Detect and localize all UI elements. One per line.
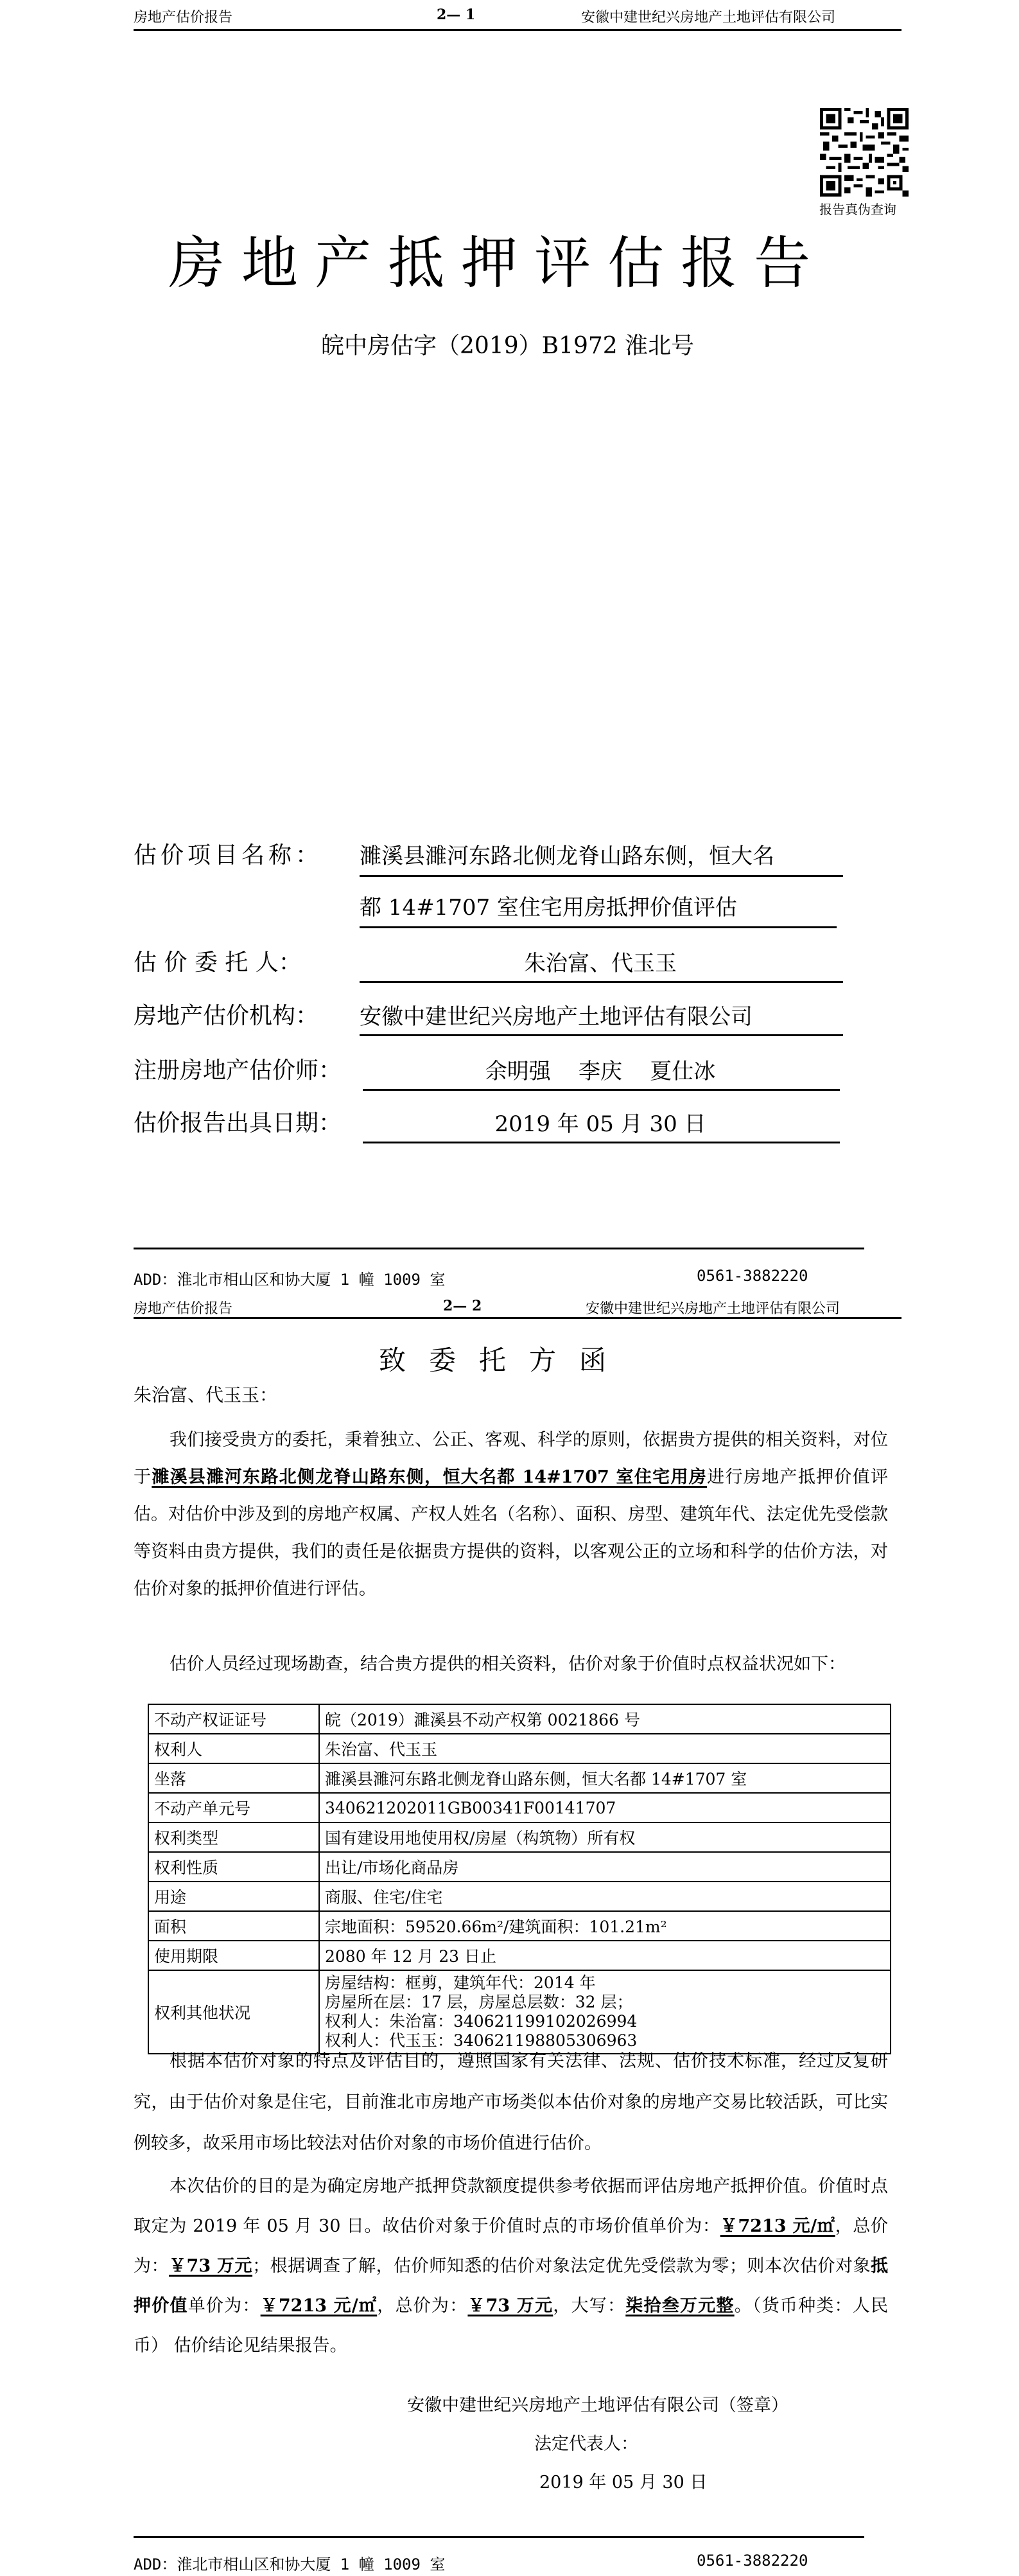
field-value-issue-date: 2019 年 05 月 30 日 xyxy=(494,1111,706,1137)
table-value: 国有建设用地使用权/房屋（构筑物）所有权 xyxy=(319,1822,891,1852)
field-label-client: 估 价 委 托 人： xyxy=(134,949,302,976)
header-page-number: 2— 2 xyxy=(443,1298,482,1314)
amount-in-words: 柒拾叁万元整 xyxy=(625,2296,735,2316)
conclusion-paragraph xyxy=(134,2167,888,2366)
table-value: 商服、住宅/住宅 xyxy=(319,1882,891,1911)
table-row xyxy=(148,1734,891,1763)
mortgage-total-price: ￥73 万元 xyxy=(467,2296,553,2316)
table-value: 皖（2019）濉溪县不动产权第 0021866 号 xyxy=(319,1704,891,1734)
footer-phone: 0561-3882220 xyxy=(697,1267,808,1285)
table-key: 使用期限 xyxy=(148,1941,319,1970)
field-underline xyxy=(360,1034,843,1036)
footer-rule xyxy=(134,2536,864,2538)
table-row xyxy=(148,1704,891,1734)
header-left-text: 房地产估价报告 xyxy=(134,1301,233,1317)
intro-paragraph xyxy=(134,1422,888,1608)
table-row xyxy=(148,1793,891,1822)
field-value-project-name-line2: 都 14#1707 室住宅用房抵押价值评估 xyxy=(360,895,737,921)
field-label-agency: 房地产估价机构： xyxy=(134,1003,319,1029)
field-value-appraisers: 余明强 李庆 夏仕冰 xyxy=(485,1059,716,1084)
property-location-highlight: 濉溪县濉河东路北侧龙脊山路东侧，恒大名都 14#1707 室住宅用房 xyxy=(152,1467,708,1487)
footer-phone: 0561-3882220 xyxy=(697,2552,808,2570)
footer-rule xyxy=(134,1248,864,1249)
conclusion-text: ，总价为： xyxy=(134,2216,889,2276)
mortgage-value-label: 抵押价值 xyxy=(134,2256,889,2316)
field-underline xyxy=(360,981,843,983)
field-underline xyxy=(363,1142,840,1143)
table-key: 不动产权证证号 xyxy=(148,1704,319,1734)
table-key: 权利人 xyxy=(148,1734,319,1763)
method-paragraph: 根据本估价对象的特点及评估目的，遵照国家有关法律、法规、估价技术标准，经过反复研究，由于估价对象是住宅，目前淮北市房地产市场类似本估价对象的房地产交易比较活跃，可比实例较多，故采用市场比较法对估价对象的市场价值进行估价。 xyxy=(134,2051,888,2153)
salutation: 朱治富、代玉玉： xyxy=(134,1384,278,1406)
table-value-line: 权利人：代玉玉：340621198805306963 xyxy=(325,2031,638,2050)
field-value-project-name-line1: 濉溪县濉河东路北侧龙脊山路东侧，恒大名 xyxy=(360,843,774,869)
field-underline xyxy=(360,875,843,877)
table-key: 面积 xyxy=(148,1911,319,1941)
table-row xyxy=(148,1882,891,1911)
field-value-client: 朱治富、代玉玉 xyxy=(524,951,677,976)
footer-address: ADD：淮北市相山区和协大厦 1 幢 1009 室 xyxy=(134,1271,446,1289)
intro-text: 我们接受贵方的委托，秉着独立、公正、客观、科学的原则，依据贵方提供的相关资料，对位于 xyxy=(134,1430,888,1487)
table-value: 朱治富、代玉玉 xyxy=(319,1734,891,1763)
conclusion-text: ，大写： xyxy=(553,2296,626,2316)
footer-address: ADD：淮北市相山区和协大厦 1 幢 1009 室 xyxy=(134,2555,446,2573)
header-page-number: 2— 1 xyxy=(437,6,476,23)
table-value-line: 房屋结构：框剪，建筑年代：2014 年 xyxy=(325,1973,596,1992)
conclusion-text: 。（货币种类：人民币） 估价结论见结果报告。 xyxy=(134,2296,889,2356)
survey-paragraph: 估价人员经过现场勘查，结合贵方提供的相关资料，估价对象于价值时点权益状况如下： xyxy=(170,1654,846,1674)
table-key: 坐落 xyxy=(148,1763,319,1793)
header-company-name: 安徽中建世纪兴房地产土地评估有限公司 xyxy=(586,1301,840,1317)
mortgage-unit-price: ￥7213 元/㎡ xyxy=(260,2296,378,2316)
header-rule xyxy=(134,29,901,31)
table-key: 不动产单元号 xyxy=(148,1793,319,1822)
conclusion-text: 本次估价的目的是为确定房地产抵押贷款额度提供参考依据而评估房地产抵押价值。价值时点取定为 2019 年 05 月 30 日。故估价对象于价值时点的市场价值单价为： xyxy=(134,2176,888,2236)
table-value: 出让/市场化商品房 xyxy=(319,1852,891,1882)
header-company-name: 安徽中建世纪兴房地产土地评估有限公司 xyxy=(581,10,836,26)
table-key: 权利性质 xyxy=(148,1852,319,1882)
table-value: 340621202011GB00341F00141707 xyxy=(319,1793,891,1822)
field-value-agency: 安徽中建世纪兴房地产土地评估有限公司 xyxy=(360,1004,753,1030)
qr-caption: 报告真伪查询 xyxy=(819,202,896,217)
field-label-issue-date: 估价报告出具日期： xyxy=(134,1110,342,1136)
table-key: 权利类型 xyxy=(148,1822,319,1852)
table-value-line: 房屋所在层：17 层，房屋总层数：32 层； xyxy=(325,1993,633,2011)
table-value: 2080 年 12 月 23 日止 xyxy=(319,1941,891,1970)
conclusion-text: ，总价为： xyxy=(377,2296,468,2316)
table-row xyxy=(148,1941,891,1970)
field-underline xyxy=(363,1089,840,1091)
qr-code-icon[interactable] xyxy=(820,108,909,197)
header-rule xyxy=(134,1317,901,1319)
table-key: 权利其他状况 xyxy=(148,1970,319,2054)
conclusion-text: ；根据调查了解，估价师知悉的估价对象法定优先受偿款为零；则本次估价对象 xyxy=(252,2256,871,2276)
table-row xyxy=(148,1852,891,1882)
intro-text-cont: 进行房地产抵押价值评估。对估价中涉及到的房地产权属、产权人姓名（名称）、面积、房型、建筑年代、法定优先受偿款等资料由贵方提供，我们的责任是依据贵方提供的资料，以客观公正的立场和科学的估价方法，对估价对象的抵押价值进行评估。 xyxy=(134,1467,889,1599)
letter-title: 致委托方函 xyxy=(379,1345,630,1376)
report-title: 房地产抵押评估报告 xyxy=(168,230,828,296)
signature-legal-rep: 法定代表人： xyxy=(534,2434,638,2454)
signature-date: 2019 年 05 月 30 日 xyxy=(539,2473,708,2492)
table-value: 宗地面积：59520.66m²/建筑面积：101.21m² xyxy=(319,1911,891,1941)
report-number: 皖中房估字（2019）B1972 淮北号 xyxy=(321,333,695,359)
table-key: 用途 xyxy=(148,1882,319,1911)
table-row xyxy=(148,1822,891,1852)
field-underline xyxy=(360,926,837,928)
market-total-price: ￥73 万元 xyxy=(169,2256,253,2276)
table-row xyxy=(148,1911,891,1941)
header-left-text: 房地产估价报告 xyxy=(134,10,233,26)
table-row xyxy=(148,1763,891,1793)
field-label-appraisers: 注册房地产估价师： xyxy=(134,1057,342,1084)
field-label-project-name: 估价项目名称： xyxy=(134,842,323,869)
conclusion-text: 单价为： xyxy=(187,2296,261,2316)
table-value: 濉溪县濉河东路北侧龙脊山路东侧，恒大名都 14#1707 室 xyxy=(319,1763,891,1793)
market-unit-price: ￥7213 元/㎡ xyxy=(720,2216,835,2236)
table-value-line: 权利人：朱治富：340621199102026994 xyxy=(325,2012,638,2031)
rights-table xyxy=(148,1704,891,2054)
signature-company: 安徽中建世纪兴房地产土地评估有限公司（签章） xyxy=(407,2395,788,2415)
